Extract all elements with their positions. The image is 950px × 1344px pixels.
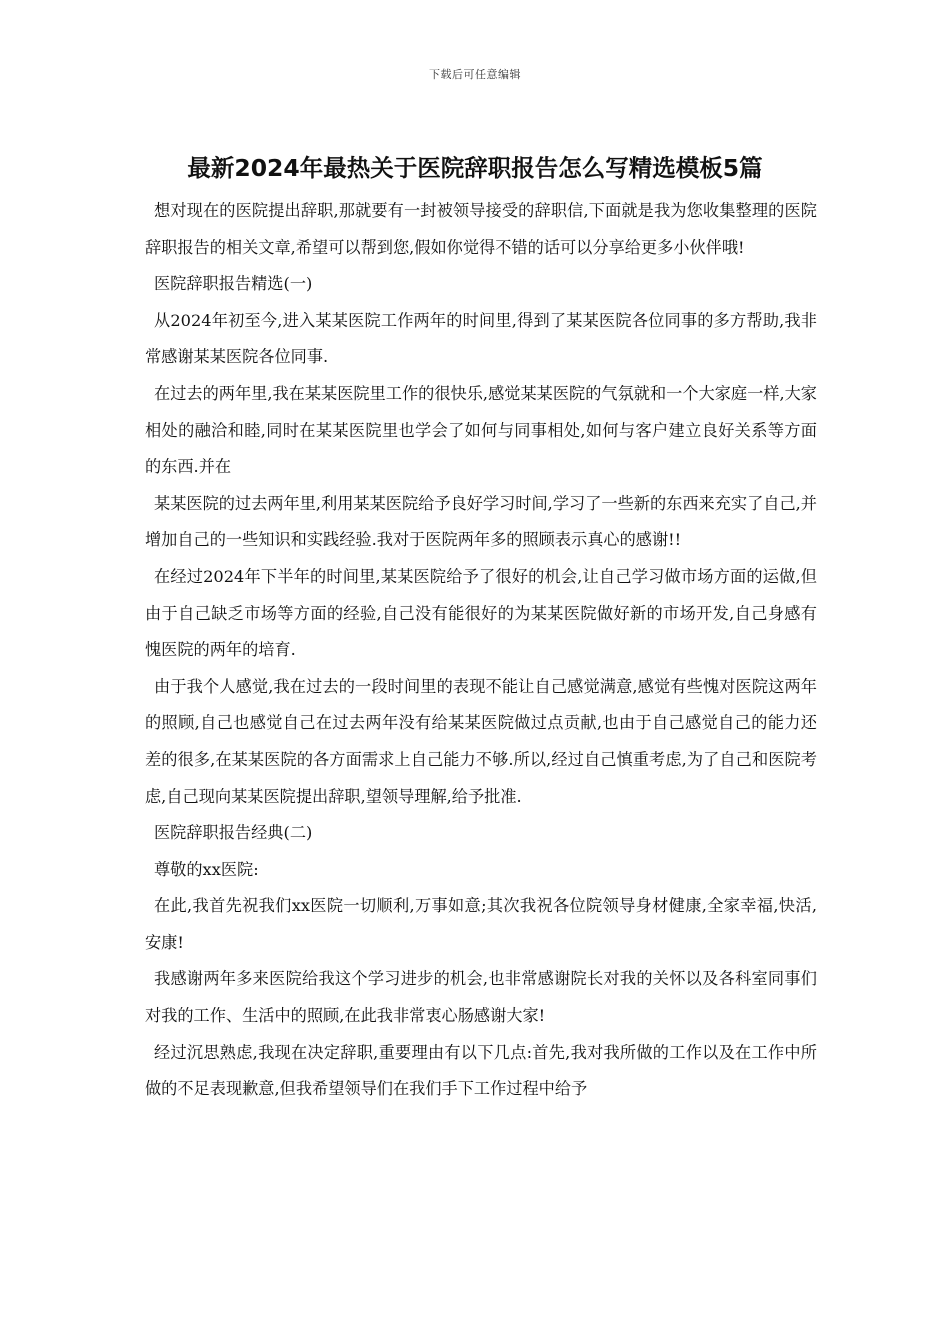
paragraph: 在过去的两年里,我在某某医院里工作的很快乐,感觉某某医院的气氛就和一个大家庭一样,大家相处的融洽和睦,同时在某某医院里也学会了如何与同事相处,如何与客户建立良好关系等方面的东西.并在 [145, 383, 817, 477]
paragraph-intro: 想对现在的医院提出辞职,那就要有一封被领导接受的辞职信,下面就是我为您收集整理的医院辞职报告的相关文章,希望可以帮到您,假如你觉得不错的话可以分享给更多小伙伴哦! [145, 201, 817, 257]
paragraph: 由于我个人感觉,我在过去的一段时间里的表现不能让自己感觉满意,感觉有些愧对医院这两年的照顾,自己也感觉自己在过去两年没有给某某医院做过点贡献,也由于自己感觉自己的能力还差的很多,在某某医院的各方面需求上自己能力不够.所以,经过自己慎重考虑,为了自己和医院考虑,自己现向某某医院提出辞职,望领导理解,给予批准. [145, 676, 817, 806]
header-note: 下载后可任意编辑 [429, 68, 521, 81]
paragraph: 在此,我首先祝我们xx医院一切顺利,万事如意;其次我祝各位院领导身材健康,全家幸福,快活,安康! [145, 896, 817, 952]
paragraph: 我感谢两年多来医院给我这个学习进步的机会,也非常感谢院长对我的关怀以及各科室同事们对我的工作、生活中的照顾,在此我非常衷心肠感谢大家! [145, 969, 817, 1026]
document-title: 最新2024年最热关于医院辞职报告怎么写精选模板5篇 [187, 154, 763, 182]
paragraph: 某某医院的过去两年里,利用某某医院给予良好学习时间,学习了一些新的东西来充实了自己,并增加自己的一些知识和实践经验.我对于医院两年多的照顾表示真心的感谢!! [145, 493, 817, 550]
paragraph: 经过沉思熟虑,我现在决定辞职,重要理由有以下几点:首先,我对我所做的工作以及在工作中所做的不足表现歉意,但我希望领导们在我们手下工作过程中给予 [145, 1042, 817, 1099]
section-heading-1: 医院辞职报告精选(一) [154, 274, 313, 294]
paragraph: 在经过2024年下半年的时间里,某某医院给予了很好的机会,让自己学习做市场方面的运做,但由于自己缺乏市场等方面的经验,自己没有能很好的为某某医院做好新的市场开发,自己身感有愧医院的两年的培育. [145, 566, 817, 660]
document-body [145, 193, 817, 1108]
paragraph: 从2024年初至今,进入某某医院工作两年的时间里,得到了某某医院各位同事的多方帮助,我非常感谢某某医院各位同事. [145, 310, 817, 367]
salutation: 尊敬的xx医院: [154, 859, 259, 879]
section-heading-2: 医院辞职报告经典(二) [154, 823, 313, 843]
